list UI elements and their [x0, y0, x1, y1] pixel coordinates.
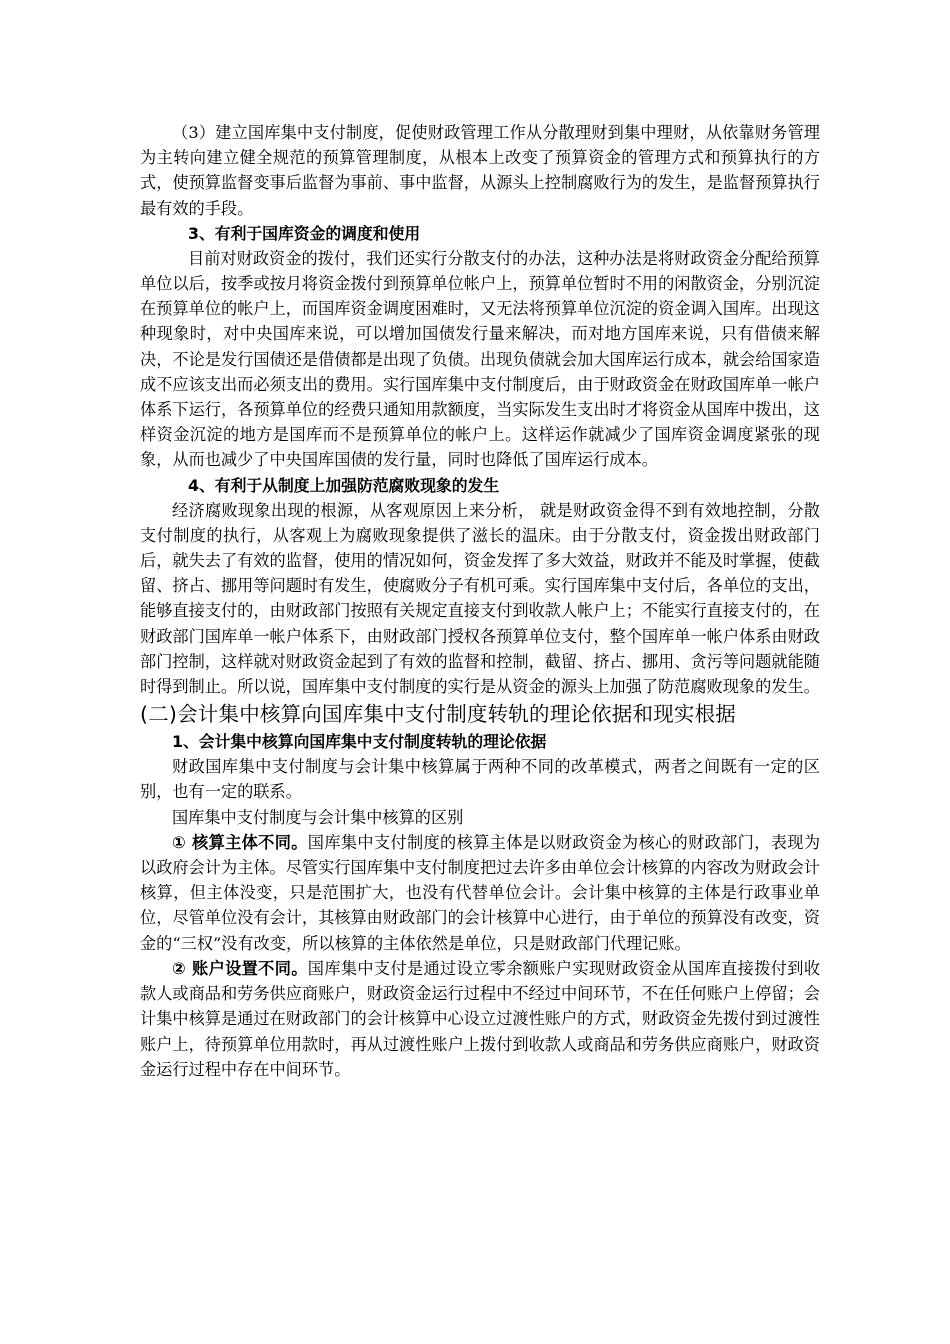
- item-text-account-setup: 国库集中支付是通过设立零余额账户实现财政资金从国库直接拨付到收款人或商品和劳务供应商账户，财政资金运行过程中不经过中间环节，不在任何账户上停留；会计集中核算是通过在财政部门的会计核算中心设立过渡性账户的方式，财政资金先拨付到过渡性账户上，待预算单位用款时，再从过渡性账户上拨付到收款人或商品和劳务供应商账户，财政资金运行过程中存在中间环节。: [140, 958, 821, 1079]
- item-label-accounting-subject: ① 核算主体不同。: [172, 832, 308, 852]
- item-text-accounting-subject: 国库集中支付制度的核算主体是以财政资金为核心的财政部门，表现为以政府会计为主体。尽管实行国库集中支付制度把过去许多由单位会计核算的内容改为财政会计核算，但主体没变，只是范围扩大，也没有代替单位会计。会计集中核算的主体是行政事业单位，尽管单位没有会计，其核算由财政部门的会计核算中心进行，由于单位的预算没有改变，资金的“三权”没有改变，所以核算的主体依然是单位，只是财政部门代理记账。: [140, 832, 821, 953]
- section-heading-3: 3、有利于国库资金的调度和使用: [188, 223, 421, 243]
- paragraph-treasury-payment-system: （3）建立国库集中支付制度，促使财政管理工作从分散理财到集中理财，从依靠财务管理为主转向建立健全规范的预算管理制度，从根本上改变了预算资金的管理方式和预算执行的方式，使预算监督变事后监督为事前、事中监督，从源头上控制腐败行为的发生，是监督预算执行最有效的手段。: [140, 123, 820, 218]
- list-item-account-setup: [140, 956, 820, 1082]
- paragraph-two-models: 财政国库集中支付制度与会计集中核算属于两种不同的改革模式，两者之间既有一定的区别，也有一定的联系。: [140, 757, 820, 802]
- list-item-accounting-subject: [140, 830, 820, 956]
- document-page: [140, 120, 820, 1082]
- paragraph-differences-title: 国库集中支付制度与会计集中核算的区别: [172, 807, 464, 827]
- paragraph-fund-allocation: 目前对财政资金的拨付，我们还实行分散支付的办法，这种办法是将财政资金分配给预算单位以后，按季或按月将资金拨付到预算单位帐户上，预算单位暂时不用的闲散资金，分别沉淀在预算单位的帐户上，而国库资金调度困难时，又无法将预算单位沉淀的资金调入国库。出现这种现象时，对中央国库来说，可以增加国债发行量来解决，而对地方国库来说，只有借债来解决，不论是发行国债还是借债都是出现了负债。出现负债就会加大国库运行成本，就会给国家造成不应该支出而必须支出的费用。实行国库集中支付制度后，由于财政资金在财政国库单一帐户体系下运行，各预算单位的经费只通知用款额度，当实际发生支出时才将资金从国库中拨出，这样资金沉淀的地方是国库而不是预算单位的帐户上。这样运作就减少了国库资金调度紧张的现象，从而也减少了中央国库国债的发行量，同时也降低了国库运行成本。: [140, 248, 820, 470]
- section-heading-4: 4、有利于从制度上加强防范腐败现象的发生: [188, 475, 500, 495]
- section-heading-1: 1、会计集中核算向国库集中支付制度转轨的理论依据: [172, 732, 547, 752]
- paragraph-anti-corruption: 经济腐败现象出现的根源，从客观原因上来分析， 就是财政资金得不到有效地控制，分散支付制度的执行，从客观上为腐败现象提供了滋长的温床。由于分散支付，资金拨出财政部门后，就失去了有效的监督，使用的情况如何，资金发挥了多大效益，财政并不能及时掌握，使截留、挤占、挪用等问题时有发生，使腐败分子有机可乘。实行国库集中支付后，各单位的支出，能够直接支付的，由财政部门按照有关规定直接支付到收款人帐户上；不能实行直接支付的，在财政部门国库单一帐户体系下，由财政部门授权各预算单位支付，整个国库单一帐户体系由财政部门控制，这样就对财政资金起到了有效的监督和控制，截留、挤占、挪用、贪污等问题就能随时得到制止。所以说，国库集中支付制度的实行是从资金的源头上加强了防范腐败现象的发生。: [140, 500, 820, 697]
- item-label-account-setup: ② 账户设置不同。: [172, 958, 308, 978]
- major-heading: (二)会计集中核算向国库集中支付制度转轨的理论依据和现实根据: [140, 702, 736, 727]
